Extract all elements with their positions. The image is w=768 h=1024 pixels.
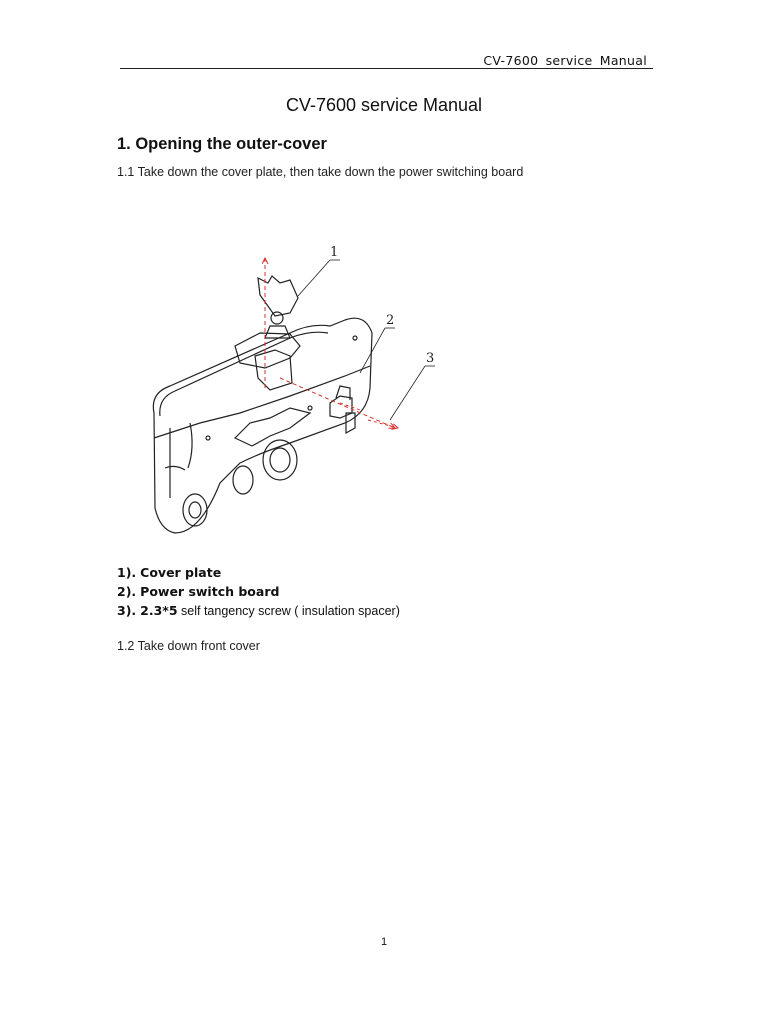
callout-leaders	[298, 260, 435, 420]
section-heading: 1. Opening the outer-cover	[117, 135, 327, 153]
part-number: 1).	[117, 565, 137, 580]
running-header	[120, 52, 653, 69]
parts-list	[117, 563, 400, 621]
running-header-title: CV-7600 service Manual	[483, 53, 647, 68]
step-1-2: 1.2 Take down front cover	[117, 639, 260, 653]
part-label: 2.3*5	[140, 603, 178, 618]
part-item	[117, 563, 400, 582]
step-1-1: 1.1 Take down the cover plate, then take down the power switching board	[117, 165, 524, 179]
part-number: 3).	[117, 603, 137, 618]
disassembly-figure	[140, 238, 440, 538]
part-label: Power switch board	[140, 584, 280, 599]
part-item	[117, 601, 400, 621]
document-title: CV-7600 service Manual	[285, 95, 483, 115]
part-label: Cover plate	[140, 565, 222, 580]
device-body	[153, 276, 372, 533]
callout-1: 1	[330, 245, 339, 260]
part-detail: self tangency screw ( insulation spacer)	[177, 604, 400, 618]
callout-2: 2	[386, 313, 395, 328]
part-item	[117, 582, 400, 601]
page-number: 1	[380, 936, 388, 948]
callout-3: 3	[426, 351, 435, 366]
part-number: 2).	[117, 584, 137, 599]
